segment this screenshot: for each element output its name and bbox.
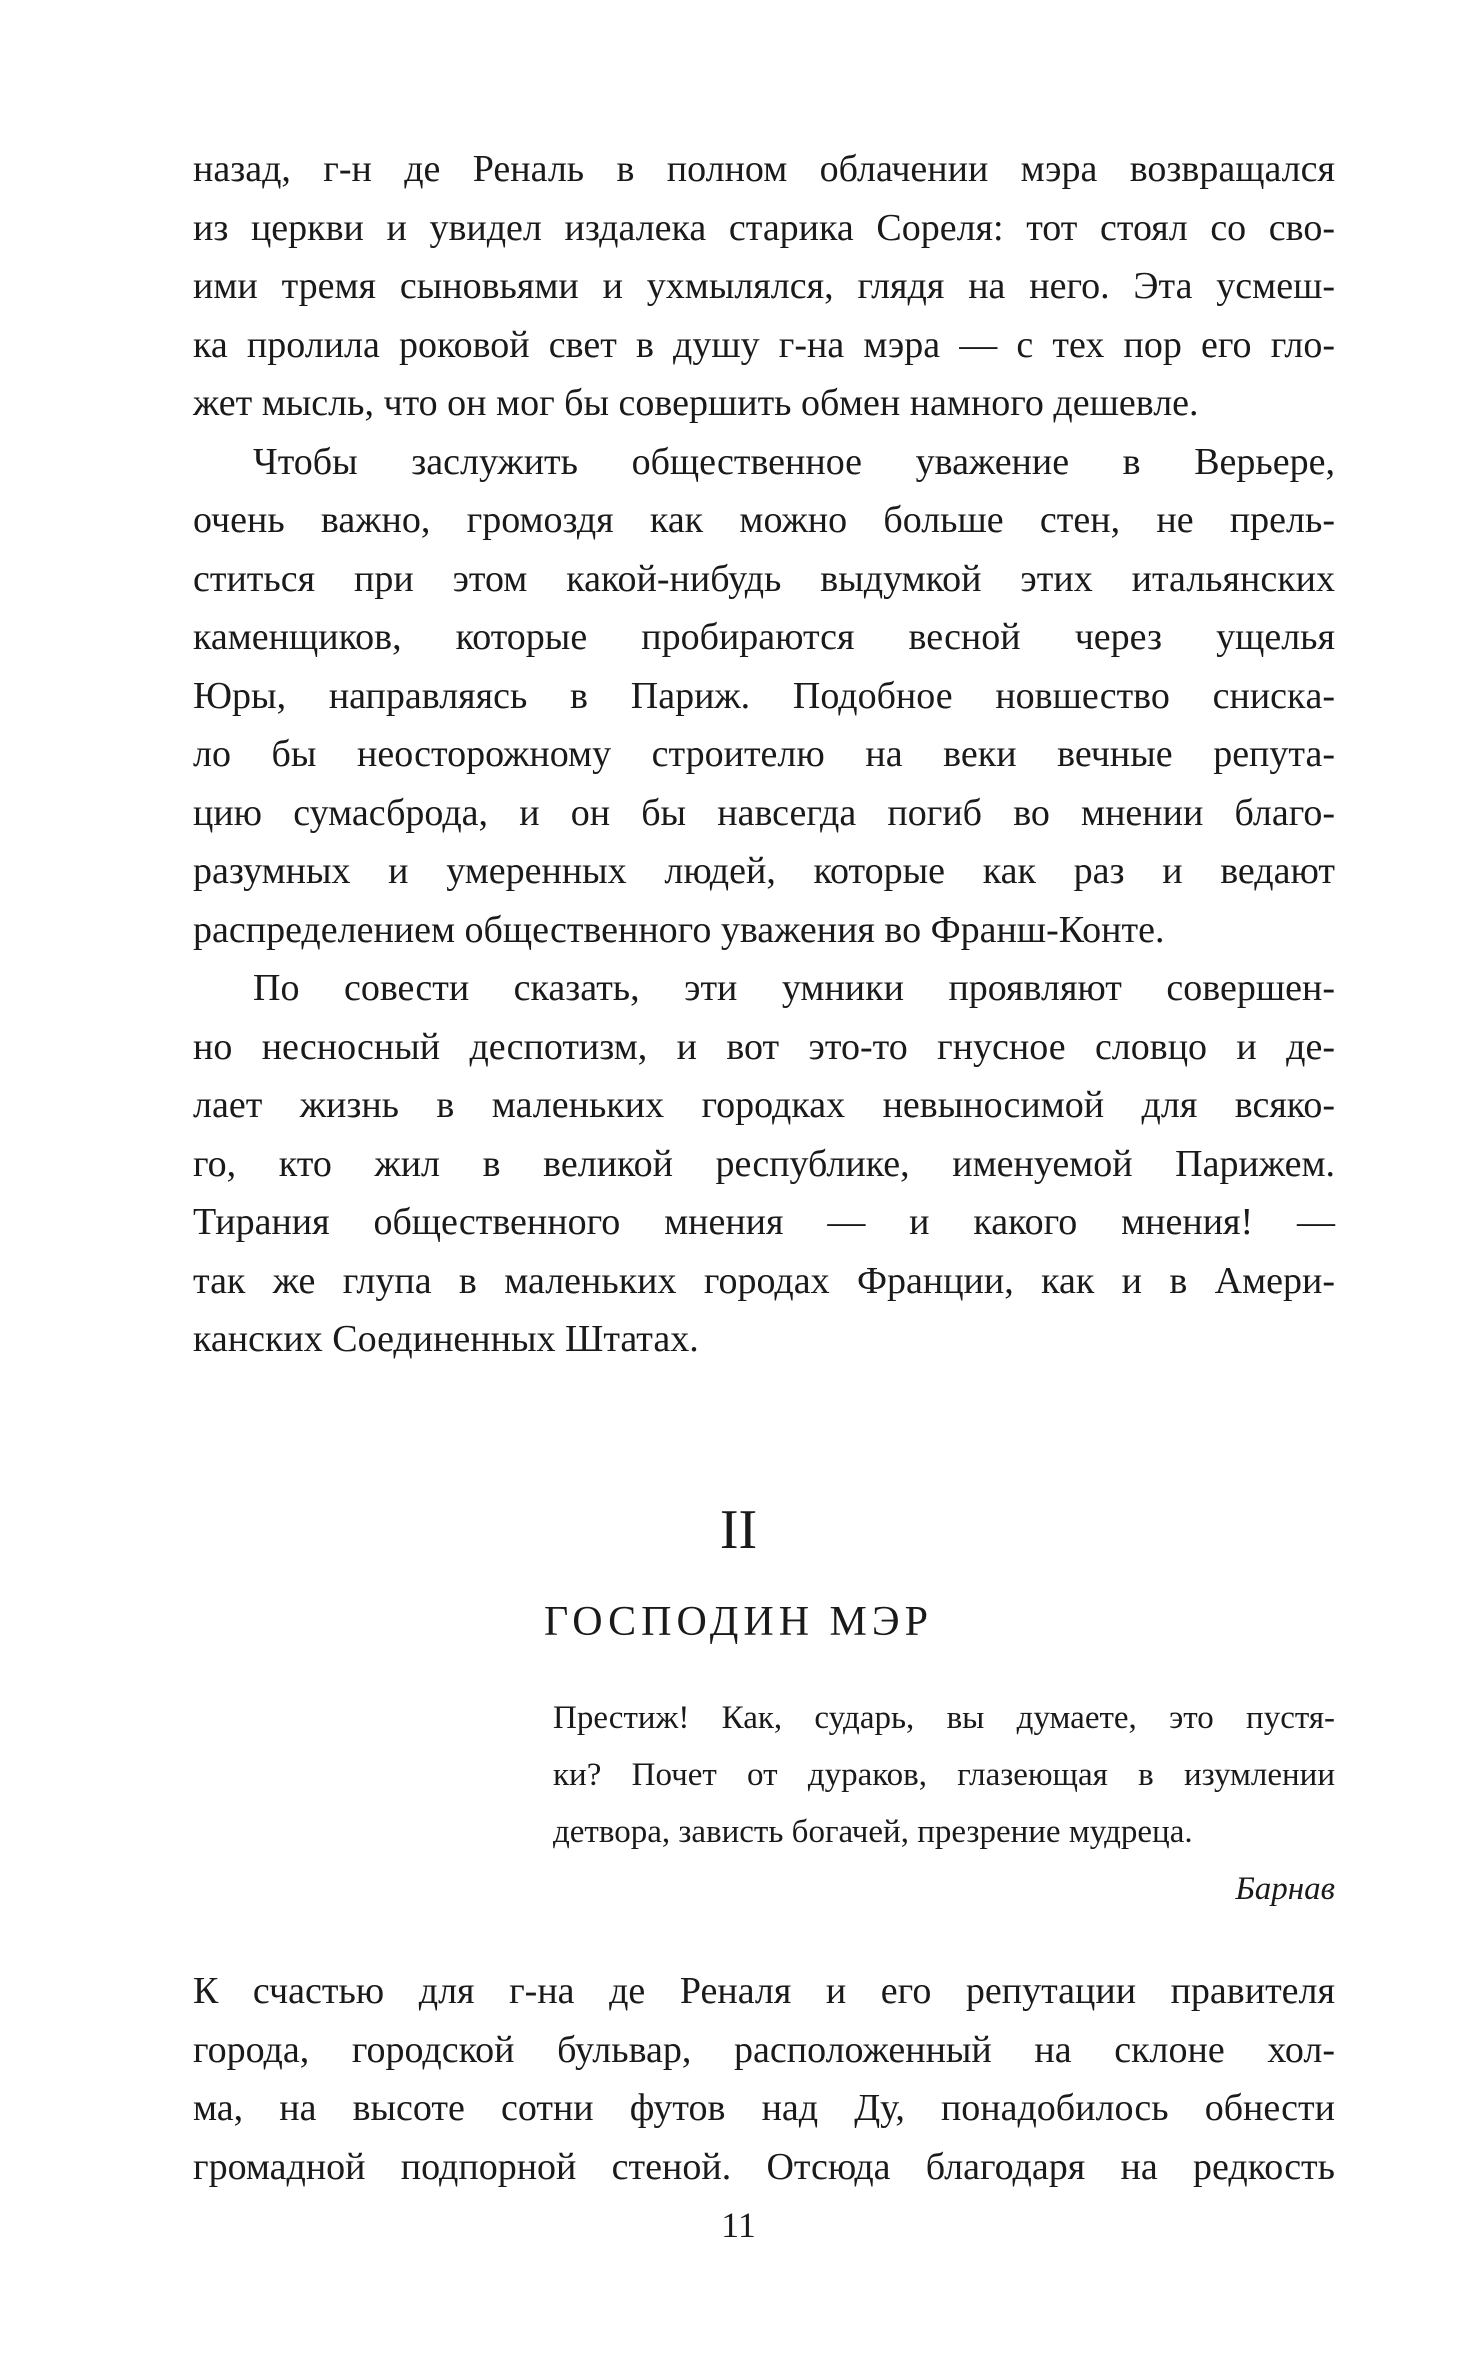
text-line: ло бы неосторожному строителю на веки вечные репута-: [193, 733, 1335, 775]
text-line: цию сумасброда, и он бы навсегда погиб во мнении благо-: [193, 791, 1335, 834]
page-number: 11: [721, 2205, 756, 2245]
body-text-top: [193, 140, 1335, 1369]
text-line: но несносный деспотизм, и вот это-то гнусное словцо и де-: [193, 1025, 1335, 1068]
epigraph-line: детвора, зависть богачей, презрение мудреца.: [553, 1814, 1193, 1850]
text-line: очень важно, громоздя как можно больше стен, не прель-: [193, 499, 1335, 541]
text-line: К счастью для г-на де Реналя и его репутации правителя: [193, 1970, 1335, 2012]
text-line: ка пролила роковой свет в душу г-на мэра — с тех пор его гло-: [193, 323, 1335, 366]
text-line: Юры, направляясь в Париж. Подобное новшество снискa-: [193, 674, 1335, 717]
chapter-number: II: [719, 1499, 758, 1561]
text-line: города, городской бульвар, расположенный на склоне хол-: [193, 2028, 1335, 2071]
text-line: громадной подпорной стеной. Отсюда благодаря на редкость: [193, 2145, 1335, 2188]
text-line: жет мысль, что он мог бы совершить обмен намного дешевле.: [193, 382, 1199, 424]
text-line: каменщиков, которые пробираются весной через ущелья: [193, 616, 1335, 658]
text-line: назад, г-н де Реналь в полном облачении мэра возвращался: [193, 148, 1335, 190]
text-line: По совести сказать, эти умники проявляют совершен-: [253, 967, 1335, 1009]
epigraph-line: Престиж! Как, сударь, вы думаете, это пустя-: [553, 1700, 1335, 1736]
text-line: так же глупа в маленьких городах Франции, как и в Амери-: [193, 1259, 1335, 1302]
text-line: ма, на высоте сотни футов над Ду, понадобилось обнести: [193, 2087, 1335, 2129]
text-line: ститься при этом какой-нибудь выдумкой этих итальянских: [193, 557, 1335, 600]
epigraph-author: Барнав: [1235, 1871, 1335, 1907]
text-line: канских Соединенных Штатах.: [193, 1318, 699, 1360]
text-line: распределением общественного уважения во Франш-Конте.: [193, 908, 1165, 951]
text-line: ими тремя сыновьями и ухмылялся, глядя на него. Эта усмеш-: [193, 265, 1335, 307]
epigraph: [553, 1690, 1335, 1918]
chapter-title: ГОСПОДИН МЭР: [544, 1599, 933, 1645]
text-line: Тирания общественного мнения — и какого мнения! —: [193, 1201, 1335, 1243]
text-line: разумных и умеренных людей, которые как раз и ведают: [193, 850, 1335, 892]
epigraph-line: ки? Почет от дураков, глазеющая в изумлении: [553, 1757, 1335, 1793]
body-text-bottom: [193, 1962, 1335, 2196]
text-line: Чтобы заслужить общественное уважение в Верьере,: [253, 440, 1335, 483]
text-line: из церкви и увидел издалека старика Сореля: тот стоял со сво-: [193, 206, 1335, 249]
text-line: лает жизнь в маленьких городках невыносимой для всяко-: [193, 1084, 1335, 1126]
text-line: го, кто жил в великой республике, именуемой Парижем.: [193, 1142, 1335, 1185]
